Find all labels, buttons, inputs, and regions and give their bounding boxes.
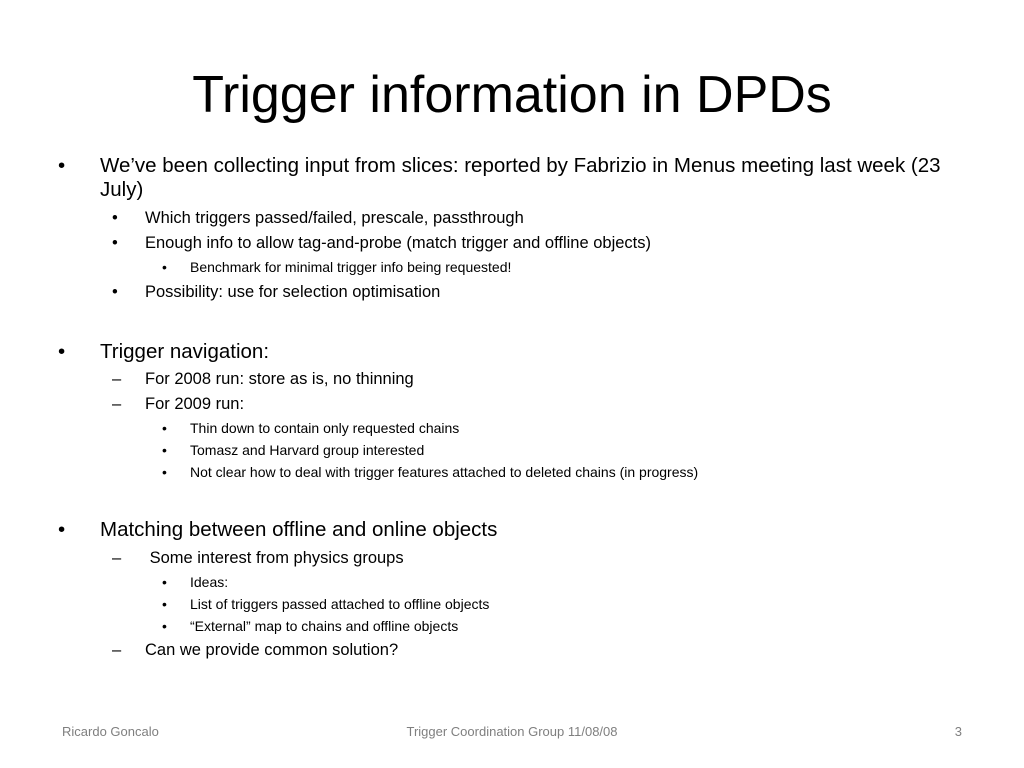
bullet-text: Possibility: use for selection optimisation xyxy=(145,283,441,301)
bullet-marker: • xyxy=(112,234,118,252)
bullet-text: For 2009 run: xyxy=(145,395,245,413)
bullet-item xyxy=(58,518,950,542)
bullet-text: Enough info to allow tag-and-probe (match trigger and offline objects) xyxy=(145,234,651,252)
bullet-item xyxy=(162,463,698,481)
bullet-marker: • xyxy=(162,618,167,634)
bullet-marker: • xyxy=(58,518,66,541)
slide-title: Trigger information in DPDs xyxy=(192,66,832,124)
bullet-text: Benchmark for minimal trigger info being requested! xyxy=(190,259,512,275)
bullet-text: Can we provide common solution? xyxy=(145,641,399,659)
bullet-item xyxy=(162,441,424,459)
bullet-marker: • xyxy=(162,596,167,612)
bullet-marker: • xyxy=(162,420,167,436)
bullet-text: “External” map to chains and offline objects xyxy=(190,618,459,634)
bullet-item xyxy=(112,394,244,414)
bullet-marker: • xyxy=(162,574,167,590)
bullet-marker: • xyxy=(162,259,167,275)
bullet-marker: • xyxy=(162,442,167,458)
bullet-text: Thin down to contain only requested chains xyxy=(190,420,460,436)
bullet-marker: – xyxy=(112,395,122,413)
bullet-text: List of triggers passed attached to offline objects xyxy=(190,596,490,612)
bullet-item xyxy=(162,595,489,613)
bullet-item xyxy=(112,282,440,302)
bullet-text: Trigger navigation: xyxy=(100,340,270,363)
bullet-item xyxy=(162,419,459,437)
bullet-text: Which triggers passed/failed, prescale, passthrough xyxy=(145,209,524,227)
bullet-item xyxy=(112,548,404,568)
bullet-marker: • xyxy=(112,283,118,301)
bullet-text: Matching between offline and online objects xyxy=(100,518,498,541)
footer-author: Ricardo Goncalo xyxy=(62,724,159,739)
bullet-marker: • xyxy=(58,154,66,177)
bullet-marker: • xyxy=(58,340,66,363)
bullet-marker: • xyxy=(162,464,167,480)
bullet-item xyxy=(112,369,414,389)
bullet-item xyxy=(58,154,950,202)
bullet-item xyxy=(112,640,398,660)
bullet-item xyxy=(112,208,524,228)
bullet-marker: – xyxy=(112,641,122,659)
bullet-text: We’ve been collecting input from slices: reported by Fabrizio in Menus meeting last week (23 July) xyxy=(100,154,941,201)
bullet-item xyxy=(58,340,950,364)
bullet-item xyxy=(112,233,651,253)
bullet-marker: – xyxy=(112,549,122,567)
bullet-marker: – xyxy=(112,370,122,388)
footer-center-text: Trigger Coordination Group 11/08/08 xyxy=(406,724,618,739)
bullet-text: Ideas: xyxy=(190,574,229,590)
bullet-item xyxy=(162,617,458,635)
bullet-text: Some interest from physics groups xyxy=(145,549,404,567)
bullet-item xyxy=(162,258,511,276)
bullet-text: Not clear how to deal with trigger features attached to deleted chains (in progress) xyxy=(190,464,699,480)
footer-page-number: 3 xyxy=(954,724,962,739)
bullet-text: For 2008 run: store as is, no thinning xyxy=(145,370,414,388)
bullet-text: Tomasz and Harvard group interested xyxy=(190,442,425,458)
bullet-item xyxy=(162,573,228,591)
bullet-marker: • xyxy=(112,209,118,227)
